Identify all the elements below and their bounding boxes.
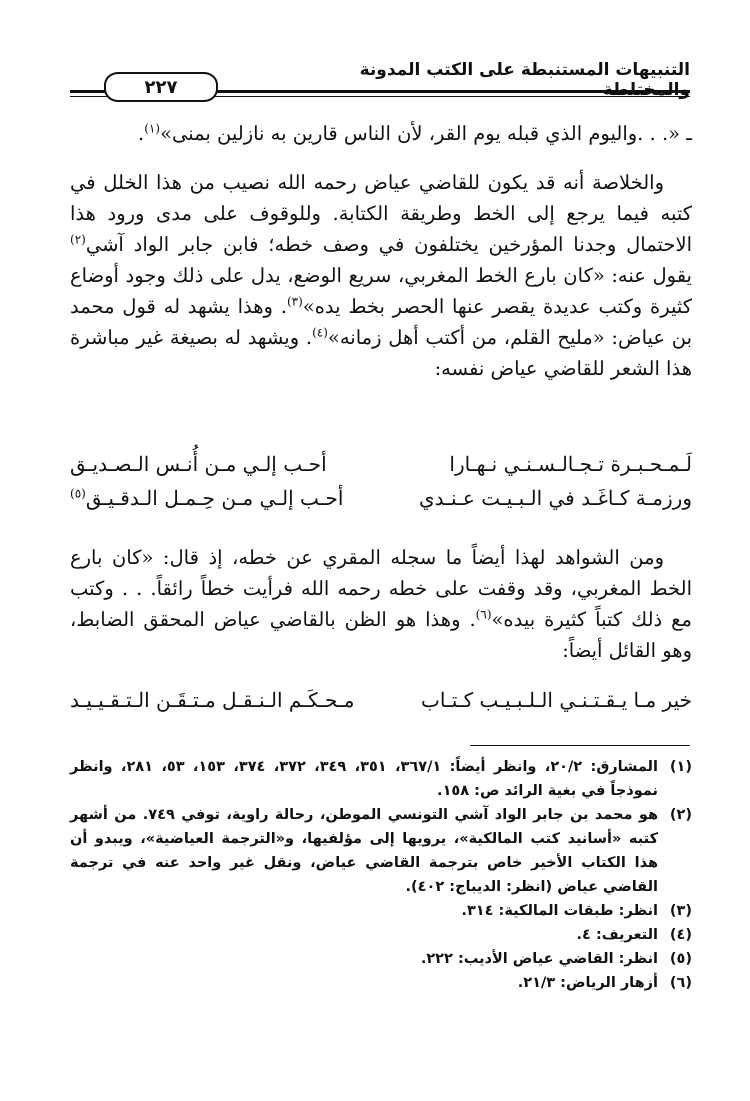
page-number: ٢٢٧ — [104, 72, 218, 102]
second-paragraph — [70, 542, 692, 666]
footnote-number: (١) — [669, 759, 692, 775]
footnote — [70, 755, 692, 803]
footnote-number: (٢) — [669, 807, 692, 823]
footnote-text: انظر: طبقات المالكية: ٣١٤. — [461, 903, 658, 919]
footnote-text: هو محمد بن جابر الواد آشي التونسي الموطن، رحالة راوية، توفي ٧٤٩. من أشهر كتبه «أسانيد كتب المالكية»، يرويها إلى مؤلفيها، و«الترجمة العياضية»، ويبدو أن هذا الكتاب الأخير خاص بترجمة القاضي عياض، ونقل غير واحد عنه في ترجمة القاضي عياض (انظر: الديباج: ٤٠٢). — [70, 807, 659, 895]
footnote-ref-1: (١) — [144, 121, 161, 136]
footnote-text: المشارق: ٢٠/٢، وانظر أيضاً: ٣٦٧/١، ٣٥١، ٣٤٩، ٣٧٢، ٣٧٤، ١٥٣، ٥٣، ٢٨١، وانظر نموذجاً في بغية الرائد ص: ١٥٨. — [70, 759, 658, 799]
poem-hemistich-second: أحـب إلـي مـن أُنـس الـصـديـق — [70, 452, 327, 476]
poem-hemistich-first: خير مـا يـقـتـنـي الـلـبـيـب كـتـاب — [420, 688, 692, 712]
page-header — [70, 50, 690, 102]
poem-hemistich-text: أحـب إلـي مـن حِـمـل الـدقـيـق — [85, 486, 344, 510]
footnote-ref-2: (٢) — [70, 232, 86, 247]
footnote — [70, 899, 692, 923]
main-paragraph — [70, 167, 692, 384]
footnote-ref-6: (٦) — [475, 607, 492, 622]
footnote — [70, 923, 692, 947]
footnote-separator — [470, 745, 690, 746]
second-text-2: . وهذا هو الظن بالقاضي عياض المحقق الضابط، وهو القائل أيضاً: — [70, 608, 692, 662]
footnote — [70, 947, 692, 971]
main-text-2: يقول عنه: «كان بارع الخط المغربي، سريع الوضع، يدل على ذلك وجود أوضاع كثيرة وكتب عديدة يقصر عنها الحصر بخط يده» — [70, 264, 692, 318]
footnote-text: أزهار الرياض: ٢١/٣. — [517, 975, 658, 991]
main-text-3: . وهذا يشهد له قول محمد بن عياض: «مليح القلم، من أكتب أهل زمانه» — [70, 295, 692, 349]
running-title: التنبيهات المستنبطة على الكتب المدونة — [359, 60, 690, 80]
poem-hemistich-first: لَـمـحـبـرة تـجـالـسـنـي نـهـارا — [449, 452, 692, 476]
body-text — [70, 118, 692, 384]
footnote-number: (٤) — [669, 927, 692, 943]
body-text-2 — [70, 542, 692, 666]
footnote — [70, 803, 692, 899]
footnote-number: (٥) — [669, 951, 692, 967]
poem-hemistich-second: مـحـكَـم الـنـقـل مـتـقَـن الـتـقـيـيـد — [70, 688, 355, 712]
footnote-number: (٦) — [669, 975, 692, 991]
quote-paragraph — [70, 118, 692, 149]
main-text-1: والخلاصة أنه قد يكون للقاضي عياض رحمه الله نصيب من هذا الخلل في كتبه فيما يرجع إلى الخط وطريقة الكتابة. وللوقوف على مدى ورود هذا الاحتمال وجدنا المؤرخين يختلفون في وصف خطه؛ فابن جابر الواد آشي — [70, 171, 692, 256]
main-text-4: . ويشهد له بصيغة غير مباشرة هذا الشعر للقاضي عياض نفسه: — [70, 326, 692, 380]
footnote — [70, 971, 692, 995]
footnote-ref-5: (٥) — [70, 486, 86, 501]
poem-hemistich-second — [70, 486, 343, 510]
second-text-1: ومن الشواهد لهذا أيضاً ما سجله المقري عن خطه، إذ قال: «كان بارع الخط المغربي، وقد وقفت على خطه رحمه الله فرأيت خطاً رائقاً. . . وكتب مع ذلك كتباً كثيرة بيده» — [70, 546, 692, 631]
quote-text: ـ «. . .واليوم الذي قبله يوم القر، لأن الناس قارين به نازلين بمنى» — [160, 122, 692, 145]
footnote-text: التعريف: ٤. — [576, 927, 658, 943]
poem-line — [70, 452, 692, 486]
poem-line — [70, 486, 692, 520]
footnote-ref-4: (٤) — [312, 325, 328, 340]
poem-block-1 — [70, 452, 692, 520]
poem-line — [70, 688, 692, 722]
footnote-ref-3: (٣) — [286, 294, 303, 309]
footnote-number: (٣) — [669, 903, 692, 919]
poem-hemistich-first: ورزمـة كـاغَـد في الـبـيـت عـنـدي — [419, 486, 692, 510]
footnotes — [70, 755, 692, 995]
footnote-text: انظر: القاضي عياض الأديب: ٢٢٢. — [420, 951, 658, 967]
poem-block-2 — [70, 688, 692, 722]
quote-end: . — [138, 122, 145, 145]
